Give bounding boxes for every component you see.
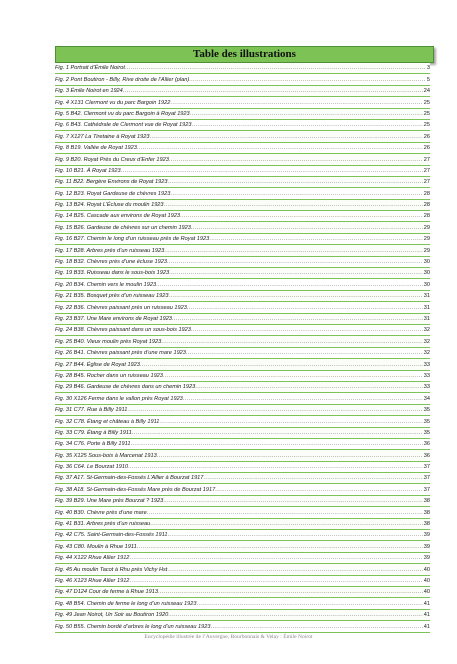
toc-entry-label[interactable]: Fig. 35 X125 Sous-bois à Marcenat 1913: [55, 452, 157, 459]
toc-entry-page-number[interactable]: 31: [423, 304, 430, 311]
toc-entry-page-number[interactable]: 41: [423, 623, 430, 630]
toc-entry-page-number[interactable]: 24: [423, 88, 430, 95]
dot-leader: [187, 304, 423, 313]
toc-entry[interactable]: [55, 462, 430, 473]
dot-leader: [157, 452, 423, 461]
toc-entry[interactable]: [55, 507, 430, 518]
dot-leader: [121, 167, 423, 176]
toc-entry[interactable]: [55, 325, 430, 336]
toc-entry-page-number[interactable]: 33: [423, 384, 430, 391]
toc-entry-label[interactable]: Fig. 27 B44. Église de Royat 1923: [55, 361, 140, 368]
dot-leader: [170, 99, 422, 108]
page-footer: Encyclopédie illustrée de l’Auvergne, Bourbonnais & Velay : Émile Noirot: [144, 634, 313, 640]
dot-leader: [203, 474, 422, 483]
toc-entry-label[interactable]: Fig. 47 D124 Cour de ferme à Rhue 1913: [55, 589, 158, 596]
toc-entry[interactable]: [55, 166, 430, 177]
toc-entry-label[interactable]: Fig. 38 A18. St-Germain-des-Fossés Mare près de Bourzat 1917: [55, 486, 216, 493]
toc-entry-page-number[interactable]: 29: [423, 236, 430, 243]
toc-entry-page-number[interactable]: 32: [423, 327, 430, 334]
toc-entry-page-number[interactable]: 25: [423, 122, 430, 129]
toc-entry-page-number[interactable]: 29: [423, 247, 430, 254]
dot-leader: [191, 326, 423, 335]
dot-leader: [132, 429, 423, 438]
dot-leader: [140, 361, 423, 370]
toc-entry-label[interactable]: Fig. 24 B38. Chèvres paissant dans un sous-bois 1923: [55, 327, 191, 334]
toc-entry[interactable]: [55, 519, 430, 530]
toc-entry-page-number[interactable]: 31: [423, 315, 430, 322]
toc-entry[interactable]: [55, 359, 430, 370]
toc-entry-page-number[interactable]: 35: [423, 429, 430, 436]
toc-entry[interactable]: [55, 257, 430, 268]
dot-leader: [167, 178, 422, 187]
toc-entry-label[interactable]: Fig. 14 B25. Cascade aux environs de Royat 1923: [55, 213, 181, 220]
toc-entry[interactable]: [55, 291, 430, 302]
dot-leader: [125, 64, 426, 73]
dot-leader: [168, 611, 423, 620]
toc-entry-label[interactable]: Fig. 3 Émile Noirot en 1924: [55, 88, 123, 95]
dot-leader: [167, 531, 422, 540]
toc-entry[interactable]: [55, 63, 430, 74]
dot-leader: [209, 235, 423, 244]
toc-entry-label[interactable]: Fig. 37 A17. St-Germain-des-Fossés L’Allier à Bourzat 1917: [55, 475, 204, 482]
dot-leader: [167, 566, 422, 575]
toc-entry[interactable]: [55, 245, 430, 256]
dot-leader: [169, 269, 423, 278]
dot-leader: [167, 258, 423, 267]
dot-leader: [156, 281, 423, 290]
toc-entry-label[interactable]: Fig. 9 B20. Royat Près du Creux d’Enfer 1923: [55, 156, 169, 163]
dot-leader: [127, 406, 422, 415]
toc-entry-label[interactable]: Fig. 41 B31. Arbres près d’un ruisseau: [55, 521, 151, 528]
toc-entry-page-number[interactable]: 26: [423, 145, 430, 152]
dot-leader: [180, 212, 423, 221]
toc-entry-page-number[interactable]: 41: [423, 612, 430, 619]
dot-leader: [158, 588, 423, 597]
toc-entry-label[interactable]: Fig. 30 X126 Ferme dans le vallon près Royat 1923: [55, 395, 183, 402]
dot-leader: [169, 156, 423, 165]
toc-entry[interactable]: [55, 336, 430, 347]
toc-entry-page-number[interactable]: 30: [423, 270, 430, 277]
toc-entry-page-number[interactable]: 32: [423, 350, 430, 357]
toc-entry-page-number[interactable]: 28: [423, 202, 430, 209]
toc-entry[interactable]: [55, 621, 430, 632]
toc-entry-label[interactable]: Fig. 36 C64. Le Bourzat 1910: [55, 464, 129, 471]
dot-leader: [189, 76, 426, 85]
toc-entry-page-number[interactable]: 27: [423, 167, 430, 174]
dot-leader: [195, 383, 423, 392]
toc-entry-page-number[interactable]: 35: [423, 418, 430, 425]
toc-entry-label[interactable]: Fig. 1 Portrait d’Émile Noirot: [55, 65, 125, 72]
dot-leader: [128, 463, 423, 472]
toc-entry-label[interactable]: Fig. 45 Au moulin Tacot à Rhu près Vichy Hst: [55, 566, 168, 573]
toc-entry-label[interactable]: Fig. 21 B35. Bosquet près d’un ruisseau 1923: [55, 293, 169, 300]
toc-entry-label[interactable]: Fig. 25 B40. Vieux moulin près Royat 1923: [55, 338, 162, 345]
dot-leader: [150, 520, 423, 529]
toc-entry-page-number[interactable]: 38: [423, 498, 430, 505]
toc-entry-page-number[interactable]: 36: [423, 441, 430, 448]
dot-leader: [161, 338, 423, 347]
toc-entry-page-number[interactable]: 25: [423, 110, 430, 117]
toc-entry[interactable]: [55, 234, 430, 245]
toc-entry-page-number[interactable]: 40: [423, 566, 430, 573]
toc-entry-page-number[interactable]: 35: [423, 407, 430, 414]
toc-entry[interactable]: [55, 428, 430, 439]
toc-entry[interactable]: [55, 541, 430, 552]
toc-entry-label[interactable]: Fig. 19 B33. Ruisseau dans le sous-bois 1923: [55, 270, 170, 277]
dot-leader: [164, 201, 423, 210]
dot-leader: [186, 349, 423, 358]
toc-entry-label[interactable]: Fig. 44 X122 Rhue Allier 1912: [55, 555, 130, 562]
toc-entry[interactable]: [55, 382, 430, 393]
toc-entry[interactable]: [55, 576, 430, 587]
toc-entry-page-number[interactable]: 32: [423, 338, 430, 345]
toc-entry[interactable]: [55, 393, 430, 404]
toc-entry-label[interactable]: Fig. 15 B26. Gardeuse de chèvres sur un chemin 1923: [55, 224, 191, 231]
toc-entry[interactable]: [55, 610, 430, 621]
toc-entry-label[interactable]: Fig. 10 B21. À Royat 1923: [55, 167, 121, 174]
toc-entry-page-number[interactable]: 40: [423, 577, 430, 584]
dot-leader: [215, 486, 423, 495]
toc-entry-label[interactable]: Fig. 29 B46. Gardeuse de chèvres dans un chemin 1923: [55, 384, 196, 391]
toc-entry-page-number[interactable]: 30: [423, 281, 430, 288]
dot-leader: [123, 87, 423, 96]
toc-entry-page-number[interactable]: 30: [423, 259, 430, 266]
toc-entry-label[interactable]: Fig. 33 C79. Étang à Billy 1911: [55, 429, 132, 436]
toc-entry-page-number[interactable]: 5: [426, 76, 430, 83]
toc-entry[interactable]: [55, 279, 430, 290]
toc-entry[interactable]: [55, 564, 430, 575]
toc-entry-label[interactable]: Fig. 50 B55. Chemin bordé d’arbres le long d’un ruisseau 1923: [55, 623, 211, 630]
dot-leader: [163, 497, 423, 506]
toc-entry[interactable]: [55, 200, 430, 211]
toc-entry-label[interactable]: Fig. 43 C80. Moulin à Rhue 1911: [55, 543, 137, 550]
toc-entry[interactable]: [55, 450, 430, 461]
toc-entry[interactable]: [55, 188, 430, 199]
toc-entry-page-number[interactable]: 33: [423, 361, 430, 368]
toc-entry-page-number[interactable]: 28: [423, 213, 430, 220]
toc-entry-page-number[interactable]: 39: [423, 543, 430, 550]
toc-entry-page-number[interactable]: 40: [423, 589, 430, 596]
dot-leader: [129, 577, 422, 586]
dot-leader: [130, 440, 422, 449]
toc-entry-label[interactable]: Fig. 8 B19. Vallée de Royat 1923: [55, 145, 137, 152]
toc-entry-page-number[interactable]: 41: [423, 600, 430, 607]
toc-entry[interactable]: [55, 86, 430, 97]
toc-entry[interactable]: [55, 473, 430, 484]
toc-entry-page-number[interactable]: 36: [423, 452, 430, 459]
toc-entry-label[interactable]: Fig. 49 Jean Noirot, Un Soir au Boutiron 1920: [55, 612, 169, 619]
toc-entry-label[interactable]: Fig. 17 B28. Arbres près d’un ruisseau 1923: [55, 247, 165, 254]
toc-entry[interactable]: [55, 598, 430, 609]
toc-entry-label[interactable]: Fig. 42 C75. Saint-Germain-des-Fossés 1911: [55, 532, 168, 539]
toc-entry-label[interactable]: Fig. 31 C77. Rue à Billy 1911: [55, 407, 128, 414]
toc-entry[interactable]: [55, 314, 430, 325]
dot-leader: [164, 247, 423, 256]
dot-leader: [137, 543, 423, 552]
toc-entry-label[interactable]: Fig. 26 B41. Chèvres paissant près d’une mare 1923: [55, 350, 186, 357]
toc-entry[interactable]: [55, 74, 430, 85]
dot-leader: [129, 554, 422, 563]
toc-entry[interactable]: [55, 143, 430, 154]
toc-entry-page-number[interactable]: 26: [423, 133, 430, 140]
toc-entry-label[interactable]: Fig. 7 X127 La Tiretaine à Royat 1923: [55, 133, 150, 140]
toc-entry[interactable]: [55, 439, 430, 450]
toc-entry-page-number[interactable]: 29: [423, 224, 430, 231]
toc-entry-page-number[interactable]: 38: [423, 521, 430, 528]
toc-entry-label[interactable]: Fig. 4 X131 Clermont vu du parc Bargoin 1922: [55, 99, 171, 106]
dot-leader: [190, 110, 423, 119]
dot-leader: [172, 315, 423, 324]
toc-entry[interactable]: [55, 302, 430, 313]
toc-entry-label[interactable]: Fig. 28 B45. Rocher dans un ruisseau 1923: [55, 372, 163, 379]
toc-entry-label[interactable]: Fig. 32 C78. Étang et château à Billy 1911: [55, 418, 160, 425]
toc-entry-label[interactable]: Fig. 46 X123 Rhue Allier 1912: [55, 577, 130, 584]
toc-entry[interactable]: [55, 530, 430, 541]
toc-entry-page-number[interactable]: 38: [423, 509, 430, 516]
dot-leader: [147, 509, 423, 518]
toc-entry-page-number[interactable]: 3: [426, 65, 430, 72]
toc-entry-page-number[interactable]: 31: [423, 293, 430, 300]
toc-entry-label[interactable]: Fig. 13 B24. Royat L’Écluse du moulin 1923: [55, 202, 164, 209]
toc-entry-page-number[interactable]: 39: [423, 532, 430, 539]
toc-entry[interactable]: [55, 268, 430, 279]
toc-entry[interactable]: [55, 211, 430, 222]
toc-entry-label[interactable]: Fig. 34 C76. Porte à Billy 1911: [55, 441, 131, 448]
dot-leader: [137, 144, 423, 153]
toc-entry-label[interactable]: Fig. 18 B32. Chèvres près d’une écluse 1923: [55, 259, 167, 266]
toc-entry[interactable]: [55, 405, 430, 416]
toc-entry-page-number[interactable]: 39: [423, 555, 430, 562]
dot-leader: [196, 600, 422, 609]
toc-entry[interactable]: [55, 120, 430, 131]
dot-leader: [191, 224, 423, 233]
toc-entry-page-number[interactable]: 37: [423, 486, 430, 493]
toc-entry[interactable]: [55, 348, 430, 359]
toc-entry-page-number[interactable]: 34: [423, 395, 430, 402]
toc-entry-label[interactable]: Fig. 20 B34. Chemin vers le moulin 1923: [55, 281, 157, 288]
toc-entry-label[interactable]: Fig. 39 B29. Une Mare près Bourzat ? 1923: [55, 498, 164, 505]
toc-entry-page-number[interactable]: 28: [423, 190, 430, 197]
toc-entry[interactable]: [55, 371, 430, 382]
toc-entry[interactable]: [55, 587, 430, 598]
toc-entry[interactable]: [55, 109, 430, 120]
toc-entry-label[interactable]: Fig. 11 B22. Bergère Environs de Royat 1923: [55, 179, 168, 186]
toc-entry-page-number[interactable]: 25: [423, 99, 430, 106]
toc-entry[interactable]: [55, 177, 430, 188]
toc-entry[interactable]: [55, 222, 430, 233]
toc-entry-page-number[interactable]: 27: [423, 156, 430, 163]
toc-entry-label[interactable]: Fig. 23 B37. Une Mare environs de Royat 1923: [55, 315, 172, 322]
toc-entry[interactable]: [55, 154, 430, 165]
dot-leader: [169, 292, 423, 301]
toc-entry[interactable]: [55, 553, 430, 564]
dot-leader: [159, 418, 422, 427]
dot-leader: [183, 395, 423, 404]
dot-leader: [163, 372, 423, 381]
toc-entry-page-number[interactable]: 27: [423, 179, 430, 186]
dot-leader: [149, 133, 422, 142]
toc-entry-label[interactable]: Fig. 22 B36. Chèvres paissant près un ruisseau 1923: [55, 304, 187, 311]
toc-entry[interactable]: [55, 97, 430, 108]
toc-entry-page-number[interactable]: 33: [423, 372, 430, 379]
toc-entry-label[interactable]: Fig. 6 B43. Cathédrale de Clermont vue de Royat 1923: [55, 122, 192, 129]
toc-entry[interactable]: [55, 131, 430, 142]
toc-entry[interactable]: [55, 416, 430, 427]
toc-entry-page-number[interactable]: 37: [423, 464, 430, 471]
toc-entry[interactable]: [55, 496, 430, 507]
dot-leader: [210, 623, 422, 632]
toc-entry-page-number[interactable]: 37: [423, 475, 430, 482]
toc-entry-label[interactable]: Fig. 5 B42. Clermont vu du parc Bargoin à Royat 1923: [55, 110, 190, 117]
toc-entry-label[interactable]: Fig. 16 B27. Chemin le long d’un ruisseau près de Royat 1923: [55, 236, 210, 243]
toc-entry-label[interactable]: Fig. 40 B30. Chèvre près d’une mare: [55, 509, 147, 516]
toc-entry-label[interactable]: Fig. 48 B54. Chemin de ferme le long d’un ruisseau 1923: [55, 600, 197, 607]
toc-title: Table des illustrations: [55, 46, 434, 63]
table-of-illustrations: [55, 63, 430, 633]
dot-leader: [192, 121, 423, 130]
dot-leader: [170, 190, 422, 199]
toc-entry-label[interactable]: Fig. 12 B23. Royat Gardeuse de chèvres 1923: [55, 190, 171, 197]
toc-entry-label[interactable]: Fig. 2 Pont Boutiron - Billy, Rive droite de l’Allier (plan): [55, 76, 190, 83]
toc-entry[interactable]: [55, 484, 430, 495]
